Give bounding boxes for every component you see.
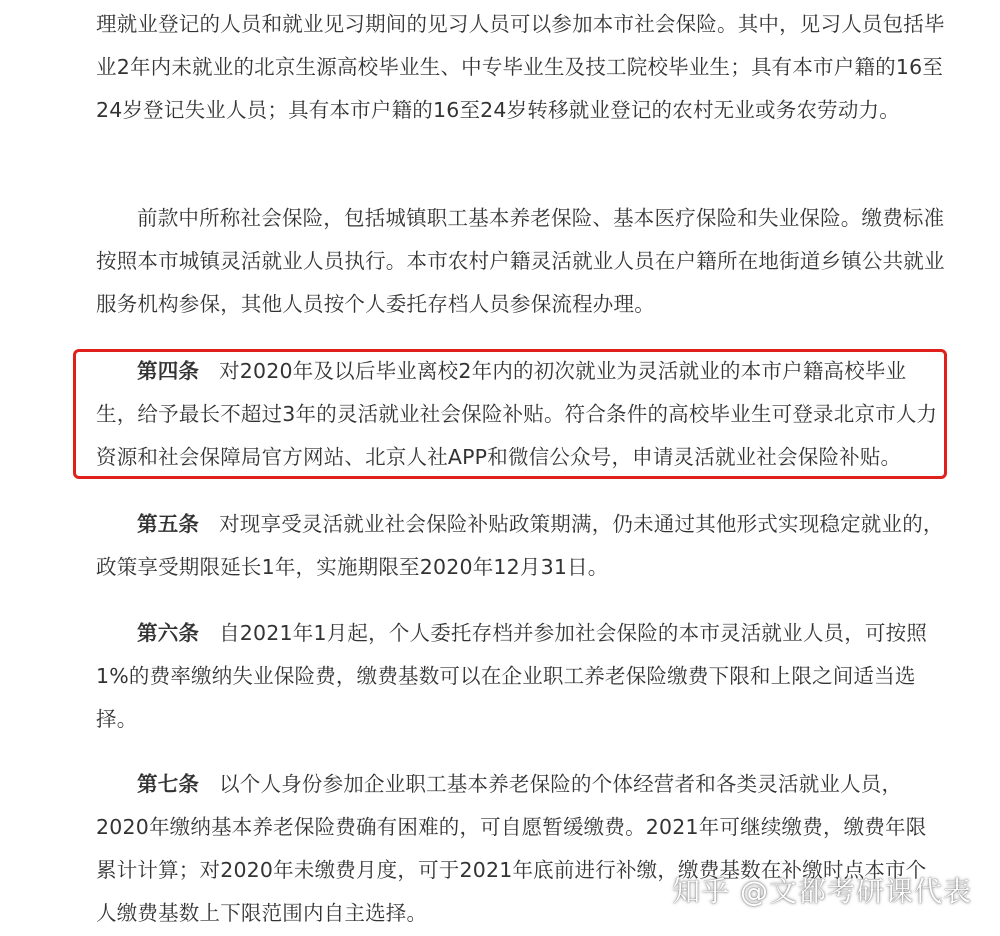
paragraph-text: 前款中所称社会保险，包括城镇职工基本养老保险、基本医疗保险和失业保险。缴费标准按照本市城镇灵活就业人员执行。本市农村户籍灵活就业人员在户籍所在地街道乡镇公共就业服务机构参保，其他人员按个人委托存档人员参保流程办理。 (96, 206, 945, 316)
paragraph-insurance-scope (96, 197, 946, 326)
article-label: 第五条 (137, 512, 200, 536)
article-label: 第七条 (137, 772, 200, 796)
article-text: 对2020年及以后毕业离校2年内的初次就业为灵活就业的本市户籍高校毕业生，给予最长不超过3年的灵活就业社会保险补贴。符合条件的高校毕业生可登录北京市人力资源和社会保障局官方网站、北京人社APP和微信公众号，申请灵活就业社会保险补贴。 (96, 359, 938, 469)
article-label: 第四条 (137, 359, 200, 383)
watermark: 知乎 @文都考研课代表 (672, 875, 972, 908)
article-label: 第六条 (137, 621, 200, 645)
article-text: 对现享受灵活就业社会保险补贴政策期满，仍未通过其他形式实现稳定就业的，政策享受期限延长1年，实施期限至2020年12月31日。 (96, 512, 944, 579)
article-text: 自2021年1月起，个人委托存档并参加社会保险的本市灵活就业人员，可按照1%的费率缴纳失业保险费，缴费基数可以在企业职工养老保险缴费下限和上限之间适当选择。 (96, 621, 928, 731)
article-4 (96, 350, 946, 479)
article-6 (96, 612, 946, 741)
article-text: 以个人身份参加企业职工基本养老保险的个体经营者和各类灵活就业人员，2020年缴纳基本养老保险费确有困难的，可自愿暂缓缴费。2021年可继续缴费，缴费年限累计计算；对2020年未缴费月度，可于2021年底前进行补缴，缴费基数在补缴时点本市个人缴费基数上下限范围内自主选择。 (96, 772, 927, 925)
article-5 (96, 503, 946, 589)
paragraph-text: 理就业登记的人员和就业见习期间的见习人员可以参加本市社会保险。其中，见习人员包括毕业2年内未就业的北京生源高校毕业生、中专毕业生及技工院校毕业生；具有本市户籍的16至24岁登记失业人员；具有本市户籍的16至24岁转移就业登记的农村无业或务农劳动力。 (96, 12, 945, 122)
paragraph-continued (96, 3, 946, 132)
